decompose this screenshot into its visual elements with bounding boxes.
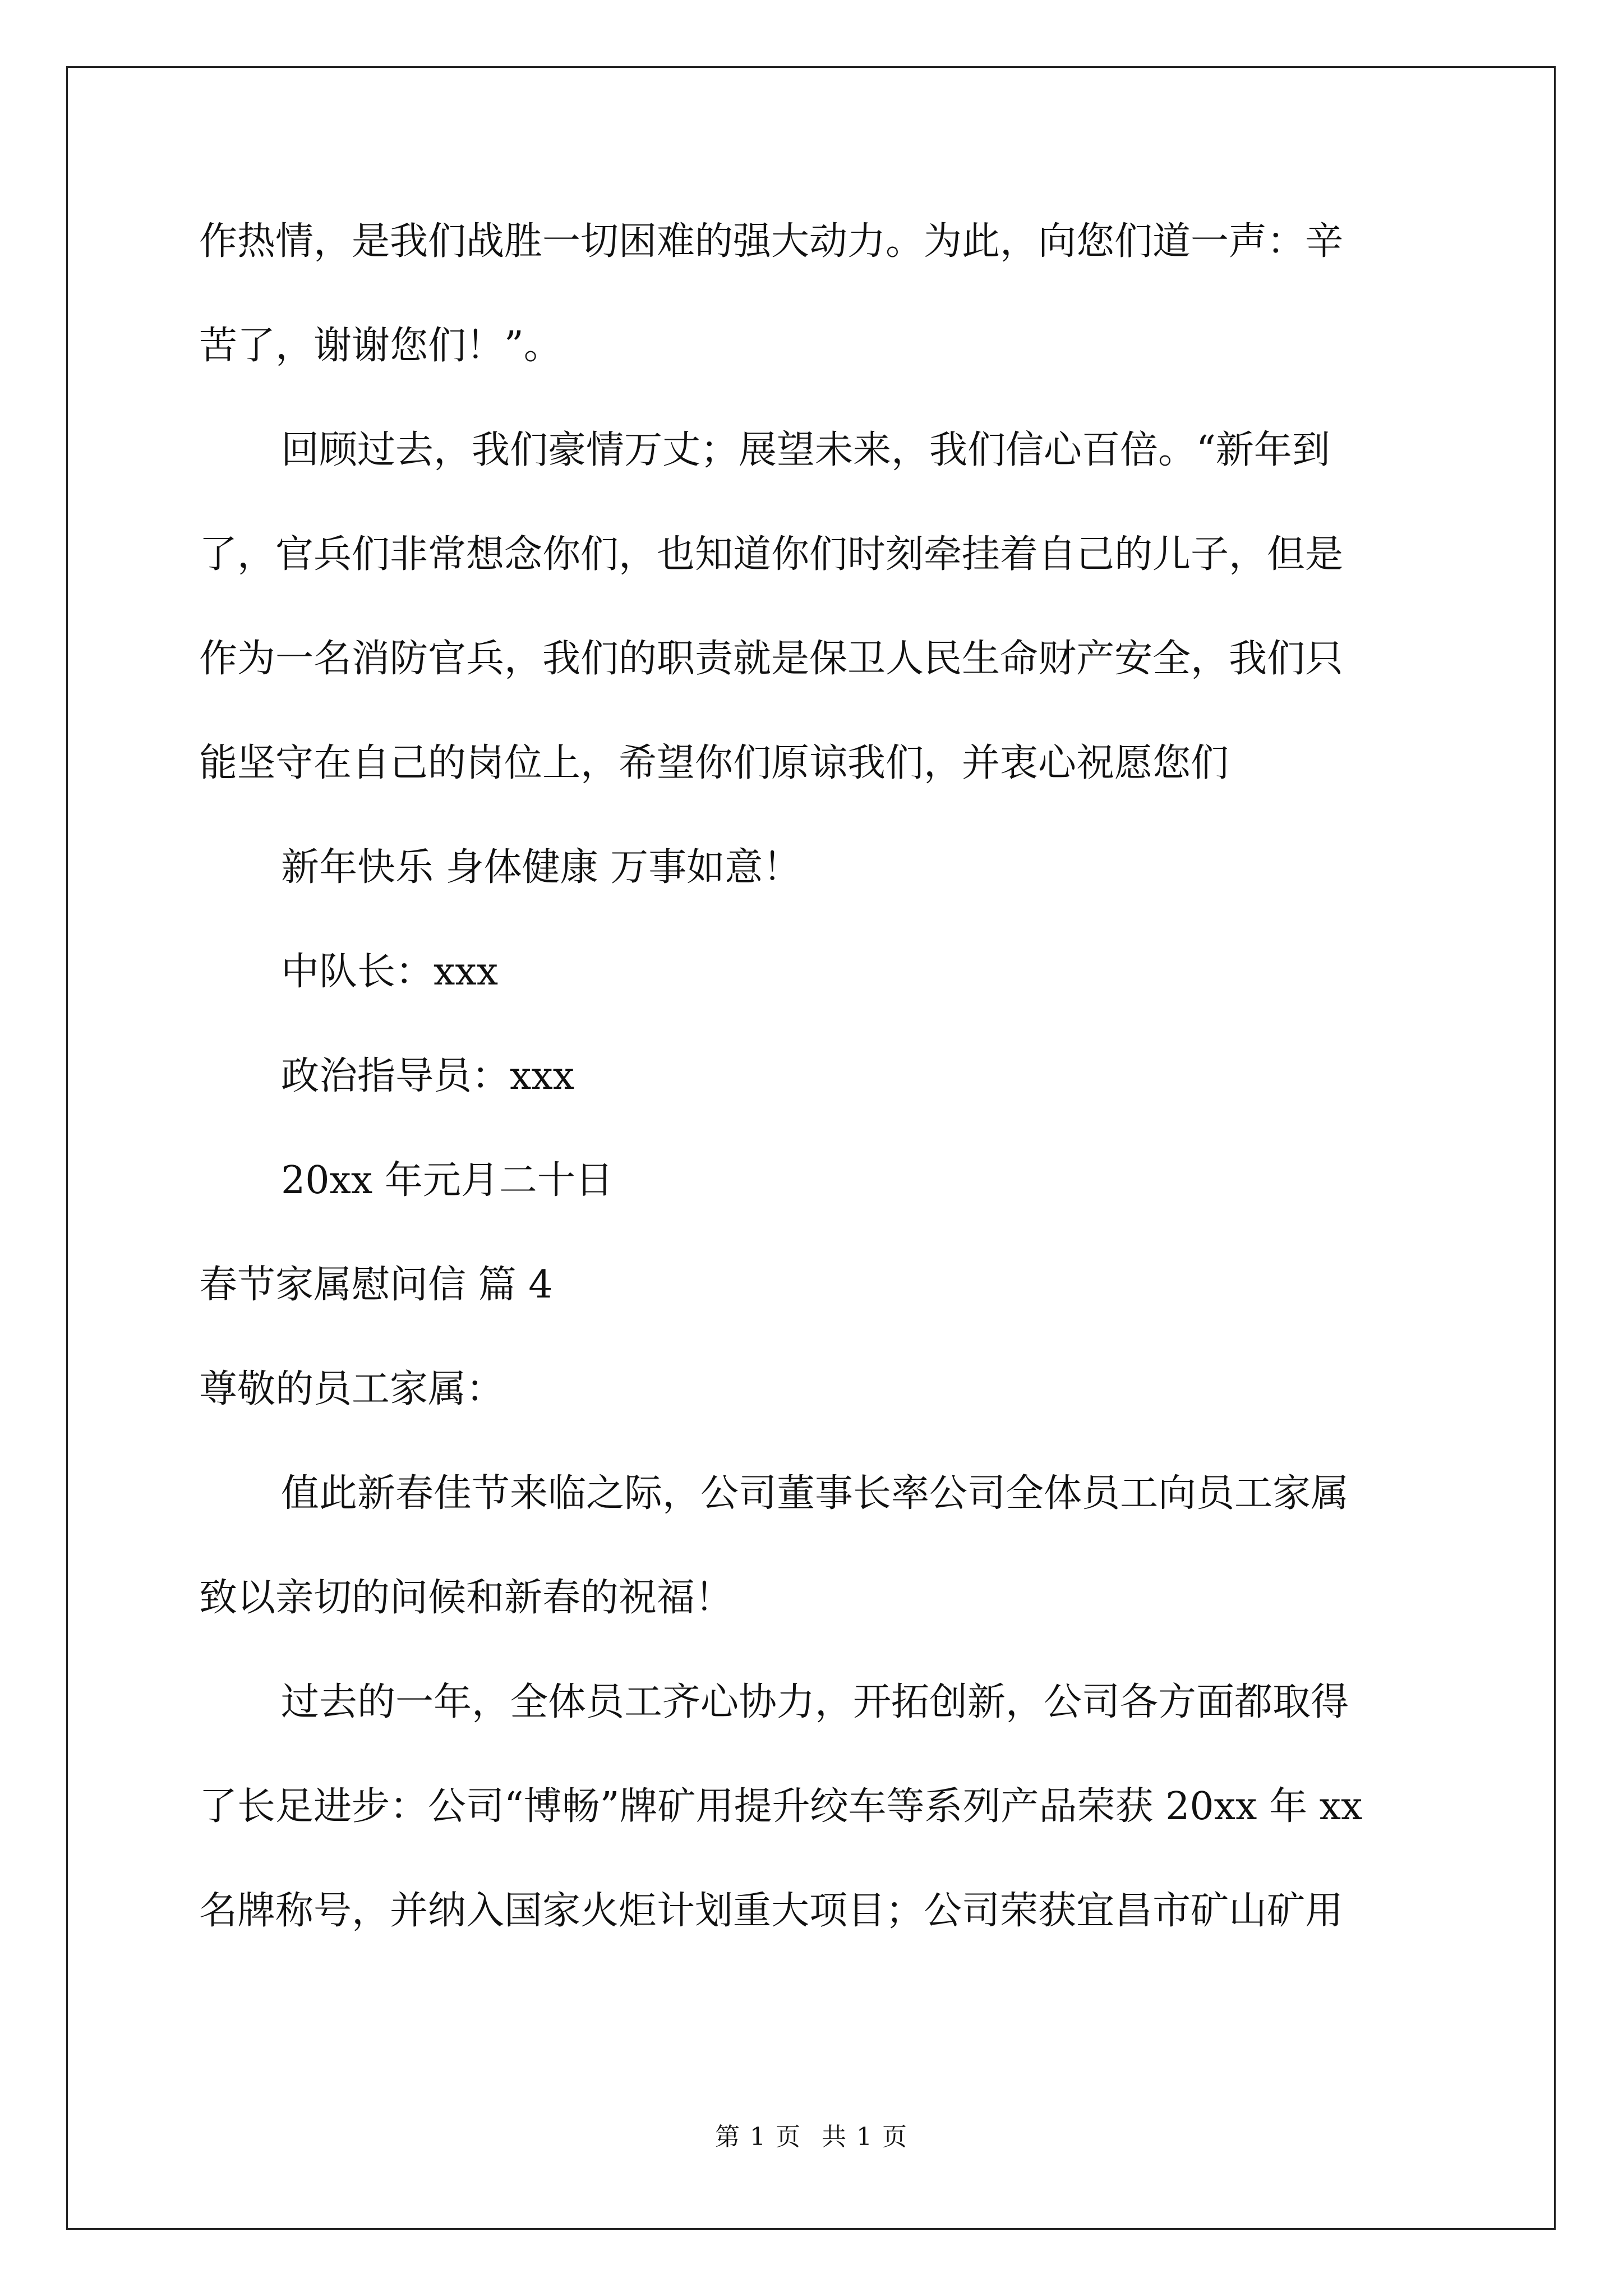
paragraph-line: 值此新春佳节来临之际，公司董事长率公司全体员工向员工家属 [281, 1471, 1349, 1516]
paragraph-line: 过去的一年，全体员工齐心协力，开拓创新，公司各方面都取得 [281, 1680, 1349, 1724]
paragraph-line: 名牌称号，并纳入国家火炬计划重大项目；公司荣获宜昌市矿山矿用 [199, 1889, 1344, 1933]
paragraph-line: 能坚守在自己的岗位上，希望你们原谅我们，并衷心祝愿您们 [199, 741, 1229, 785]
section-heading: 春节家属慰问信 篇 4 [199, 1263, 553, 1307]
document-body [199, 216, 1427, 1990]
greeting-line: 新年快乐 身体健康 万事如意！ [281, 845, 801, 890]
paragraph-line: 作为一名消防官兵，我们的职责就是保卫人民生命财产安全，我们只 [199, 637, 1344, 681]
page-total: 共 1 页 [822, 2123, 908, 2151]
paragraph-line: 了，官兵们非常想念你们，也知道你们时刻牵挂着自己的儿子，但是 [199, 532, 1344, 577]
page-footer [0, 2120, 1623, 2154]
salutation: 尊敬的员工家属： [199, 1367, 505, 1411]
signature-captain: 中队长：xxx [281, 950, 499, 994]
paragraph-line: 回顾过去，我们豪情万丈；展望未来，我们信心百倍。“新年到 [281, 428, 1330, 472]
signature-instructor: 政治指导员：xxx [281, 1054, 575, 1098]
paragraph-line: 苦了，谢谢您们！”。 [199, 324, 562, 368]
letter-date: 20xx 年元月二十日 [281, 1158, 614, 1203]
paragraph-line: 致以亲切的问候和新春的祝福！ [199, 1576, 734, 1620]
paragraph-line: 了长足进步：公司“博畅”牌矿用提升绞车等系列产品荣获 20xx 年 xx [199, 1784, 1363, 1829]
page-number: 第 1 页 [715, 2123, 801, 2151]
paragraph-line: 作热情，是我们战胜一切困难的强大动力。为此，向您们道一声：辛 [199, 219, 1344, 264]
